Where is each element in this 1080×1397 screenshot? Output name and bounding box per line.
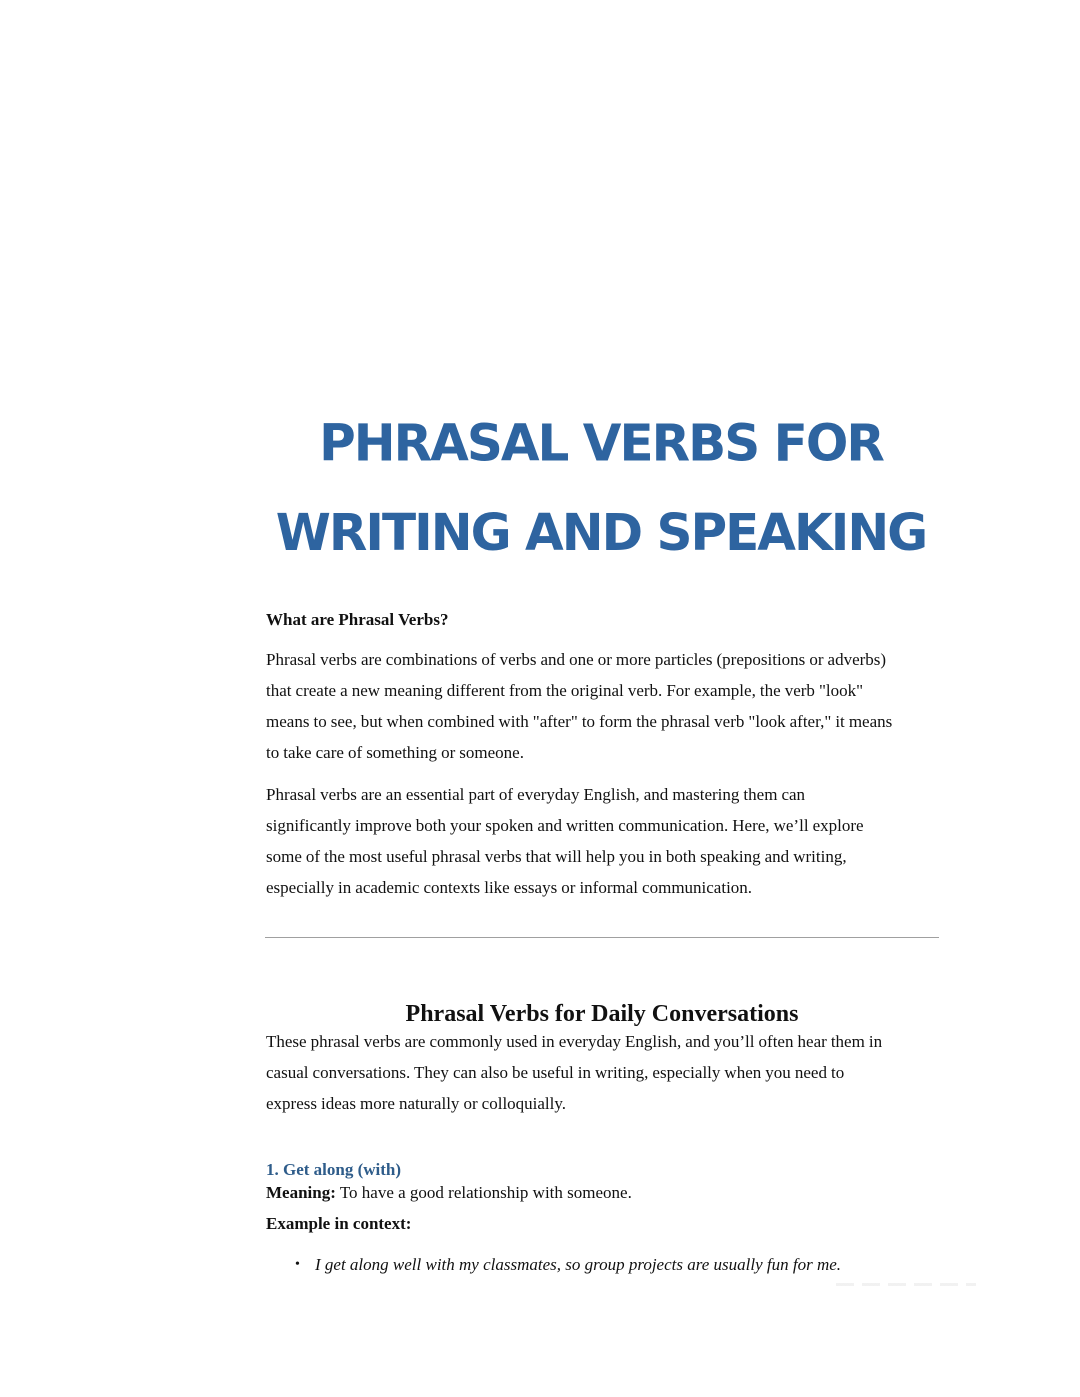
horizontal-divider — [265, 937, 939, 938]
faint-watermark-marks — [836, 1283, 976, 1286]
title-line-1: PHRASAL VERBS FOR — [319, 413, 883, 473]
bullet-icon: • — [295, 1257, 300, 1272]
example-label: Example in context: — [266, 1214, 412, 1233]
text-line: significantly improve both your spoken and written communication. Here, we’ll explore — [266, 816, 864, 835]
document-title — [0, 398, 1080, 578]
text-line: that create a new meaning different from the original verb. For example, the verb "look" — [266, 681, 864, 700]
meaning-label: Meaning: — [266, 1183, 336, 1202]
text-line: especially in academic contexts like essays or informal communication. — [266, 878, 753, 897]
example-list — [266, 1254, 841, 1276]
intro-heading: What are Phrasal Verbs? — [266, 610, 449, 629]
intro-paragraph-1 — [266, 644, 946, 768]
text-line: These phrasal verbs are commonly used in everyday English, and you’ll often hear them in — [266, 1032, 883, 1051]
text-line: casual conversations. They can also be useful in writing, especially when you need to — [266, 1063, 845, 1082]
section-heading: Phrasal Verbs for Daily Conversations — [405, 1000, 799, 1027]
text-line: express ideas more naturally or colloquially. — [266, 1094, 567, 1113]
title-line-2: WRITING AND SPEAKING — [275, 502, 927, 562]
text-line: Phrasal verbs are combinations of verbs and one or more particles (prepositions or adverbs) — [266, 650, 887, 669]
intro-paragraph-2 — [266, 779, 946, 903]
meaning-text: To have a good relationship with someone. — [335, 1183, 632, 1202]
item-meaning — [266, 1182, 632, 1204]
text-line: some of the most useful phrasal verbs that will help you in both speaking and writing, — [266, 847, 847, 866]
section-paragraph — [266, 1026, 946, 1119]
example-item — [266, 1254, 841, 1276]
text-line: Phrasal verbs are an essential part of everyday English, and mastering them can — [266, 785, 806, 804]
text-line: to take care of something or someone. — [266, 743, 524, 762]
example-text: I get along well with my classmates, so group projects are usually fun for me. — [315, 1255, 842, 1274]
text-line: means to see, but when combined with "after" to form the phrasal verb "look after," it means — [266, 712, 893, 731]
item-heading: 1. Get along (with) — [266, 1160, 402, 1179]
